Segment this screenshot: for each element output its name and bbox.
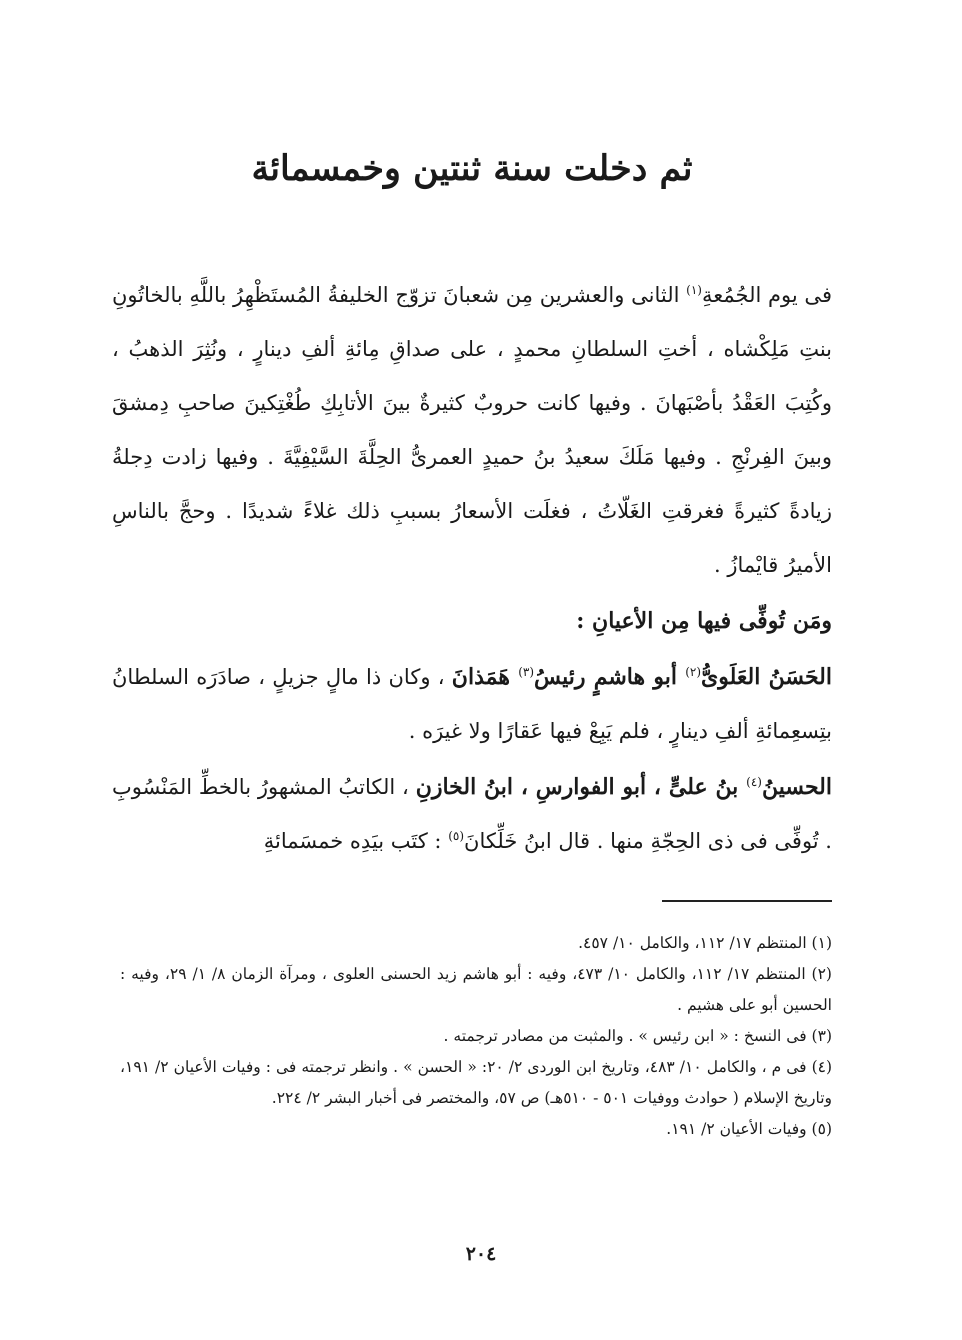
- paragraph-text: : كتَب بيَدِه خمسَمائةِ: [263, 829, 449, 853]
- chapter-title: ثم دخلت سنة ثنتين وخمسمائة: [251, 148, 693, 189]
- person-name: الحسينُ: [761, 774, 832, 800]
- place-name: هَمَذانَ: [451, 664, 519, 690]
- paragraph-year-events: [112, 268, 832, 592]
- footnote-4: (٤) فى م ، والكامل ١٠/ ٤٨٣، وتاريخ ابن الوردى ٢/ ٢٠: « الحسن » . وانظر ترجمته فى : وفيات الأعيان ٢/ ١٩١، وتاريخ الإسلام ( حوادث ووفيات ٥٠١ - ٥١٠هـ) ص ٥٧، والمختصر فى أخبار البشر ٢/ ٢٢٤.: [120, 1058, 833, 1107]
- paragraph-husayn: [112, 760, 832, 868]
- paragraph-text: ، وكان ذا مالٍ جزيلٍ ، صادَرَه السلطانُ بتِسعِمائةِ ألفِ دينارٍ ، فلم يَبِعْ فيها عَقارًا ولا غيرَه .: [112, 665, 832, 743]
- footnote-separator: [662, 900, 832, 902]
- paragraph-hasan-alawi: [112, 650, 832, 758]
- paragraph-text: فى يوم الجُمُعةِ: [701, 283, 832, 307]
- footnote-5: (٥) وفيات الأعيان ٢/ ١٩١.: [666, 1120, 832, 1138]
- main-text: [112, 268, 832, 868]
- footnotes: [120, 928, 832, 1145]
- footnote-ref-2[interactable]: (٢): [685, 665, 702, 679]
- footnote-ref-5[interactable]: (٥): [448, 829, 465, 843]
- footnote-ref-4[interactable]: (٤): [746, 775, 762, 789]
- footnote-ref-3[interactable]: (٣): [518, 665, 535, 679]
- person-lineage: بنُ علىٍّ ، أبو الفوارسِ ، ابنُ الخازنِ: [415, 774, 747, 800]
- footnote-2: (٢) المنتظم ١٧/ ١١٢، والكامل ١٠/ ٤٧٣، وفيه : أبو هاشم زيد الحسنى العلوى ، ومرآة الزمان ٨/ ١/ ٢٩، وفيه : الحسين أبو على هشيم .: [120, 965, 832, 1014]
- footnote-ref-1[interactable]: (١): [686, 283, 702, 297]
- paragraph-text: الثانى والعشرين مِن شعبانَ تزوّج الخليفةُ المُستَظْهِرُ باللَّهِ بالخاتُونِ بنتِ مَلِكْشاه ، أختِ السلطانِ محمدٍ ، على صداقِ مِائةِ ألفِ دينارٍ ، ونُثِرَ الذهبُ ، وكُتِبَ العَقْدُ بأصْبَهانَ . وفيها كانت حروبٌ كثيرةٌ بينَ الأتابِكِ طُغْتِكينَ صاحبِ دِمشقَ وبينَ الفِرنْجِ . وفيها مَلَكَ سعيدُ بنُ حميدٍ العمرىُّ الحِلَّةَ السَّيْفِيَّةَ . وفيها زادت دِجلةُ زيادةً كثيرةً فغرقتِ الغَلّاتُ ، فغلَت الأسعارُ بسببِ ذلك غلاءً شديدًا . وحجَّ بالناسِ الأميرُ قايْمازُ .: [112, 283, 832, 577]
- page-number: ٢٠٤: [465, 1243, 497, 1265]
- section-subheading: ومَن تُوفِّى فيها مِن الأعيانِ :: [576, 608, 832, 634]
- footnote-1: (١) المنتظم ١٧/ ١١٢، والكامل ١٠/ ٤٥٧.: [578, 934, 832, 952]
- person-name: الحَسَنُ العَلَوىُّ: [701, 664, 832, 690]
- person-title: أبو هاشمٍ رئيسُ: [534, 664, 686, 690]
- footnote-3: (٣) فى النسخ : « ابن رئيس » . والمثبت من مصادر ترجمته .: [443, 1027, 832, 1045]
- paragraph-text: ، الكاتبُ المشهورُ بالخطِّ المَنْسُوبِ . تُوفِّى فى ذى الحِجّةِ منها . قال ابنُ خَلِّكانَ: [112, 775, 832, 853]
